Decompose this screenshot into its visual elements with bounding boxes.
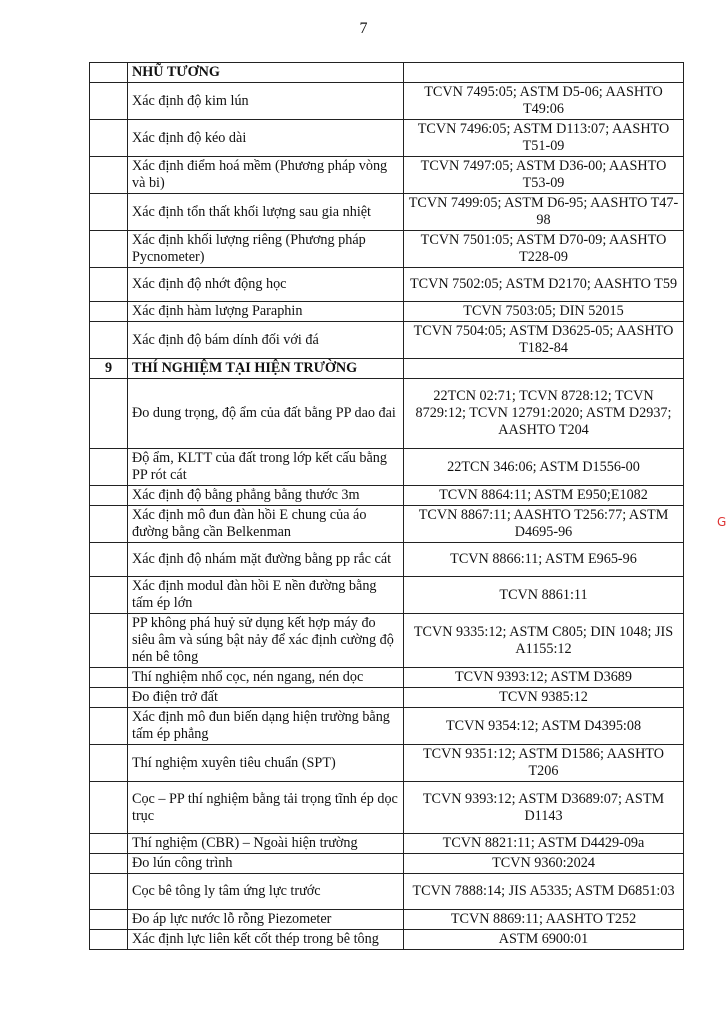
row-number-cell: [90, 910, 128, 930]
test-name-cell: Xác định modul đàn hồi E nền đường bằng tấm ép lớn: [128, 577, 404, 614]
row-number-cell: [90, 120, 128, 157]
row-number-cell: [90, 834, 128, 854]
table-row: [90, 120, 684, 157]
test-name-cell: Đo điện trở đất: [128, 688, 404, 708]
section-header-row: [90, 63, 684, 83]
test-name-cell: Độ ẩm, KLTT của đất trong lớp kết cấu bằng PP rót cát: [128, 449, 404, 486]
standard-cell: TCVN 7504:05; ASTM D3625-05; AASHTO T182-84: [404, 322, 684, 359]
standards-table: [89, 62, 684, 950]
test-name-cell: Cọc – PP thí nghiệm bằng tải trọng tĩnh ép dọc trục: [128, 782, 404, 834]
row-number-cell: [90, 157, 128, 194]
table-row: [90, 668, 684, 688]
test-name-cell: Xác định độ kim lún: [128, 83, 404, 120]
row-number-cell: [90, 322, 128, 359]
section-header-row: [90, 359, 684, 379]
row-number-cell: [90, 506, 128, 543]
row-number-cell: [90, 854, 128, 874]
standard-cell: TCVN 7499:05; ASTM D6-95; AASHTO T47-98: [404, 194, 684, 231]
standard-cell: TCVN 7496:05; ASTM D113:07; AASHTO T51-09: [404, 120, 684, 157]
table-row: [90, 231, 684, 268]
table-row: [90, 268, 684, 302]
section-standard-empty: [404, 359, 684, 379]
row-number-cell: [90, 379, 128, 449]
table-row: [90, 506, 684, 543]
table-row: [90, 614, 684, 668]
standard-cell: TCVN 8864:11; ASTM E950;E1082: [404, 486, 684, 506]
row-number-cell: [90, 486, 128, 506]
test-name-cell: Xác định độ kéo dài: [128, 120, 404, 157]
test-name-cell: Xác định mô đun biến dạng hiện trường bằng tấm ép phẳng: [128, 708, 404, 745]
standard-cell: TCVN 7501:05; ASTM D70-09; AASHTO T228-09: [404, 231, 684, 268]
standard-cell: TCVN 9354:12; ASTM D4395:08: [404, 708, 684, 745]
standard-cell: TCVN 7888:14; JIS A5335; ASTM D6851:03: [404, 874, 684, 910]
section-title: THÍ NGHIỆM TẠI HIỆN TRƯỜNG: [128, 359, 404, 379]
row-number-cell: [90, 688, 128, 708]
row-number-cell: [90, 745, 128, 782]
test-name-cell: Thí nghiệm (CBR) – Ngoài hiện trường: [128, 834, 404, 854]
edge-stamp: G: [717, 515, 727, 529]
table-row: [90, 688, 684, 708]
standard-cell: TCVN 8866:11; ASTM E965-96: [404, 543, 684, 577]
table-row: [90, 577, 684, 614]
row-number-cell: [90, 930, 128, 950]
table-row: [90, 543, 684, 577]
table-row: [90, 83, 684, 120]
row-number-cell: [90, 782, 128, 834]
table-row: [90, 486, 684, 506]
row-number-cell: [90, 577, 128, 614]
row-number-cell: [90, 302, 128, 322]
table-row: [90, 834, 684, 854]
test-name-cell: Đo lún công trình: [128, 854, 404, 874]
test-name-cell: Xác định khối lượng riêng (Phương pháp Pycnometer): [128, 231, 404, 268]
standard-cell: TCVN 8821:11; ASTM D4429-09a: [404, 834, 684, 854]
row-number-cell: [90, 874, 128, 910]
standard-cell: TCVN 9393:12; ASTM D3689:07; ASTM D1143: [404, 782, 684, 834]
section-number: 9: [90, 359, 128, 379]
section-title: NHŨ TƯƠNG: [128, 63, 404, 83]
row-number-cell: [90, 268, 128, 302]
page-number: 7: [359, 20, 368, 37]
standard-cell: TCVN 9360:2024: [404, 854, 684, 874]
standard-cell: TCVN 7497:05; ASTM D36-00; AASHTO T53-09: [404, 157, 684, 194]
row-number-cell: [90, 83, 128, 120]
table-row: [90, 302, 684, 322]
standard-cell: 22TCN 02:71; TCVN 8728:12; TCVN 8729:12; TCVN 12791:2020; ASTM D2937; AASHTO T204: [404, 379, 684, 449]
row-number-cell: [90, 194, 128, 231]
row-number-cell: [90, 614, 128, 668]
standard-cell: TCVN 9393:12; ASTM D3689: [404, 668, 684, 688]
test-name-cell: Xác định lực liên kết cốt thép trong bê tông: [128, 930, 404, 950]
section-number: [90, 63, 128, 83]
test-name-cell: Đo dung trọng, độ ẩm của đất bằng PP dao đai: [128, 379, 404, 449]
test-name-cell: Xác định hàm lượng Paraphin: [128, 302, 404, 322]
standard-cell: TCVN 8861:11: [404, 577, 684, 614]
test-name-cell: Xác định tổn thất khối lượng sau gia nhiệt: [128, 194, 404, 231]
standard-cell: TCVN 8867:11; AASHTO T256:77; ASTM D4695-96: [404, 506, 684, 543]
table-row: [90, 745, 684, 782]
section-standard-empty: [404, 63, 684, 83]
standard-cell: TCVN 7502:05; ASTM D2170; AASHTO T59: [404, 268, 684, 302]
test-name-cell: Thí nghiệm nhổ cọc, nén ngang, nén dọc: [128, 668, 404, 688]
standard-cell: TCVN 9335:12; ASTM C805; DIN 1048; JIS A1155:12: [404, 614, 684, 668]
row-number-cell: [90, 449, 128, 486]
test-name-cell: Xác định độ nhám mặt đường bằng pp rắc cát: [128, 543, 404, 577]
table-row: [90, 708, 684, 745]
test-name-cell: Xác định độ bám dính đối với đá: [128, 322, 404, 359]
row-number-cell: [90, 231, 128, 268]
table-row: [90, 782, 684, 834]
table-row: [90, 874, 684, 910]
table-row: [90, 157, 684, 194]
standard-cell: ASTM 6900:01: [404, 930, 684, 950]
row-number-cell: [90, 708, 128, 745]
table-row: [90, 379, 684, 449]
row-number-cell: [90, 543, 128, 577]
standards-table-body: [90, 63, 684, 950]
test-name-cell: Xác định điểm hoá mềm (Phương pháp vòng và bi): [128, 157, 404, 194]
test-name-cell: Xác định độ nhớt động học: [128, 268, 404, 302]
table-row: [90, 910, 684, 930]
table-row: [90, 194, 684, 231]
table-row: [90, 449, 684, 486]
test-name-cell: Đo áp lực nước lỗ rỗng Piezometer: [128, 910, 404, 930]
standard-cell: TCVN 7495:05; ASTM D5-06; AASHTO T49:06: [404, 83, 684, 120]
test-name-cell: PP không phá huỷ sử dụng kết hợp máy đo siêu âm và súng bật nảy để xác định cường độ nén bê tông: [128, 614, 404, 668]
row-number-cell: [90, 668, 128, 688]
standard-cell: TCVN 9351:12; ASTM D1586; AASHTO T206: [404, 745, 684, 782]
standard-cell: 22TCN 346:06; ASTM D1556-00: [404, 449, 684, 486]
table-row: [90, 322, 684, 359]
standard-cell: TCVN 7503:05; DIN 52015: [404, 302, 684, 322]
test-name-cell: Xác định mô đun đàn hồi E chung của áo đường bằng cần Belkenman: [128, 506, 404, 543]
test-name-cell: Cọc bê tông ly tâm ứng lực trước: [128, 874, 404, 910]
test-name-cell: Thí nghiệm xuyên tiêu chuẩn (SPT): [128, 745, 404, 782]
standard-cell: TCVN 9385:12: [404, 688, 684, 708]
test-name-cell: Xác định độ bằng phẳng bằng thước 3m: [128, 486, 404, 506]
table-row: [90, 854, 684, 874]
table-row: [90, 930, 684, 950]
standard-cell: TCVN 8869:11; AASHTO T252: [404, 910, 684, 930]
